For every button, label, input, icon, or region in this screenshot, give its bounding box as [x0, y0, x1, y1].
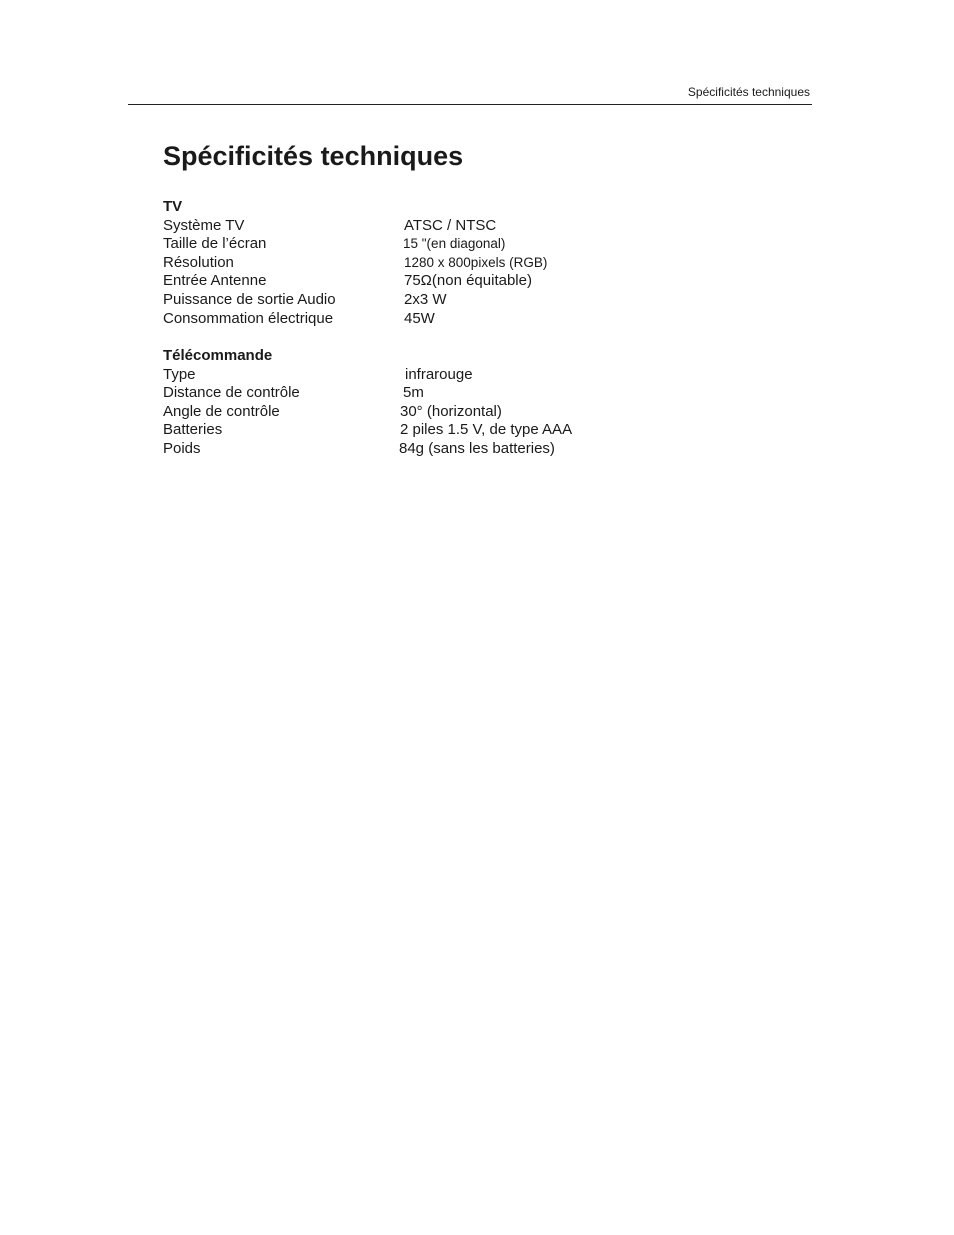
spec-label: Consommation électrique [163, 309, 334, 327]
spec-label: Entrée Antenne [163, 272, 267, 290]
section-heading-tv: TV [163, 198, 183, 215]
running-header: Spécificités techniques [687, 85, 810, 99]
spec-label: Angle de contrôle [163, 402, 280, 420]
spec-value: 15 "(en diagonal) [403, 236, 506, 252]
spec-value: 1280 x 800pixels (RGB) [404, 254, 548, 270]
spec-row-tv-system [163, 217, 763, 236]
spec-label: Batteries [163, 421, 223, 439]
spec-row-control-distance [163, 384, 763, 403]
spec-label: Taille de l’écran [163, 235, 267, 253]
spec-label: Résolution [163, 253, 234, 271]
remote-specs-section [163, 347, 763, 459]
spec-value: 2 piles 1.5 V, de type AAA [400, 421, 573, 439]
spec-row-batteries [163, 421, 763, 440]
spec-label: Puissance de sortie Audio [163, 290, 336, 308]
spec-label: Système TV [163, 216, 245, 234]
spec-row-power-consumption [163, 310, 763, 329]
spec-value: 30° (horizontal) [400, 402, 502, 420]
spec-row-weight [163, 440, 763, 459]
spec-row-screen-size [163, 235, 763, 254]
spec-label: Distance de contrôle [163, 384, 300, 402]
spec-value: ATSC / NTSC [404, 216, 497, 234]
spec-value: 5m [403, 384, 424, 402]
page-title: Spécificités techniques [163, 141, 464, 171]
spec-row-antenna-input [163, 272, 763, 291]
spec-label: Poids [163, 439, 201, 457]
spec-label: Type [163, 365, 196, 383]
header-rule [128, 104, 812, 105]
section-heading-remote: Télécommande [163, 347, 273, 364]
spec-row-remote-type [163, 366, 763, 385]
spec-value: 45W [404, 309, 435, 327]
spec-row-resolution [163, 254, 763, 273]
spec-value: 84g (sans les batteries) [399, 439, 555, 457]
tv-specs-section [163, 198, 763, 328]
spec-value: 75Ω(non équitable) [404, 272, 532, 290]
spec-row-control-angle [163, 403, 763, 422]
spec-row-audio-output [163, 291, 763, 310]
spec-value: infrarouge [405, 365, 473, 383]
spec-value: 2x3 W [404, 290, 447, 308]
